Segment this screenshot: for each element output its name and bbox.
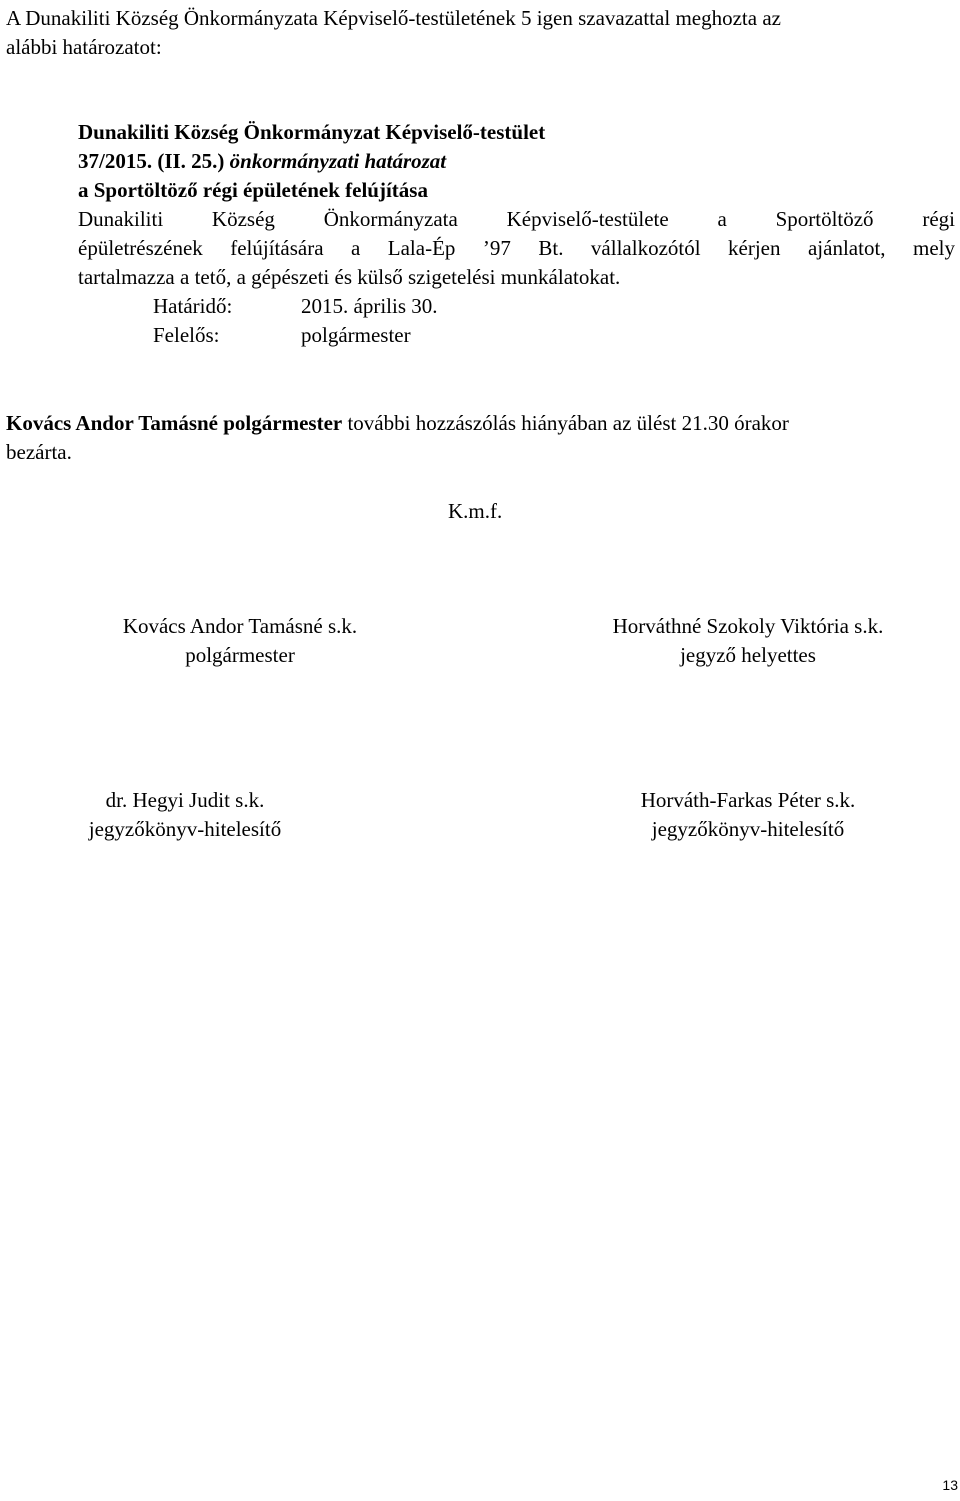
signature-name: dr. Hegyi Judit s.k. bbox=[105, 788, 265, 812]
signature-role: jegyzőkönyv-hitelesítő bbox=[88, 817, 282, 841]
page-number: 13 bbox=[942, 1477, 958, 1493]
resolution-subject: a Sportöltöző régi épületének felújítása bbox=[78, 178, 428, 202]
closing-line-2: bezárta. bbox=[6, 440, 72, 464]
signature-mayor bbox=[40, 612, 440, 670]
signature-role: polgármester bbox=[185, 643, 295, 667]
deadline-label: Határidő: bbox=[153, 294, 233, 318]
closing-line-1 bbox=[6, 409, 789, 438]
intro-line-2: alábbi határozatot: bbox=[6, 35, 162, 59]
kmf-label: K.m.f. bbox=[448, 499, 503, 523]
resolution-text-line-1: Dunakiliti Község Önkormányzata Képviselő-testülete a Sportöltöző régi bbox=[78, 207, 955, 231]
signature-role: jegyzőkönyv-hitelesítő bbox=[651, 817, 845, 841]
intro-line-1: A Dunakiliti Község Önkormányzata Képviselő-testületének 5 igen szavazattal meghozta az bbox=[6, 6, 781, 30]
signature-authenticator-1 bbox=[35, 786, 335, 844]
signature-name: Kovács Andor Tamásné s.k. bbox=[122, 614, 358, 638]
responsible-label: Felelős: bbox=[153, 323, 220, 347]
closing-mayor-name: Kovács Andor Tamásné polgármester bbox=[6, 411, 343, 435]
resolution-text-line-3: tartalmazza a tető, a gépészeti és külső szigetelési munkálatokat. bbox=[78, 265, 621, 289]
signature-deputy-notary bbox=[548, 612, 948, 670]
resolution-type: önkormányzati határozat bbox=[224, 149, 447, 173]
signature-name: Horváth-Farkas Péter s.k. bbox=[640, 788, 856, 812]
closing-text: további hozzászólás hiányában az ülést 21.30 órakor bbox=[342, 411, 789, 435]
signature-authenticator-2 bbox=[598, 786, 898, 844]
resolution-title bbox=[78, 147, 446, 176]
signature-role: jegyző helyettes bbox=[680, 643, 816, 667]
signature-name: Horváthné Szokoly Viktória s.k. bbox=[612, 614, 884, 638]
resolution-body-name: Dunakiliti Község Önkormányzat Képviselő-testület bbox=[78, 120, 546, 144]
responsible-value: polgármester bbox=[301, 323, 411, 347]
resolution-number: 37/2015. (II. 25.) bbox=[78, 149, 225, 173]
resolution-text-line-2: épületrészének felújítására a Lala-Ép ’97 Bt. vállalkozótól kérjen ajánlatot, mely bbox=[78, 236, 955, 260]
deadline-value: 2015. április 30. bbox=[301, 294, 438, 318]
